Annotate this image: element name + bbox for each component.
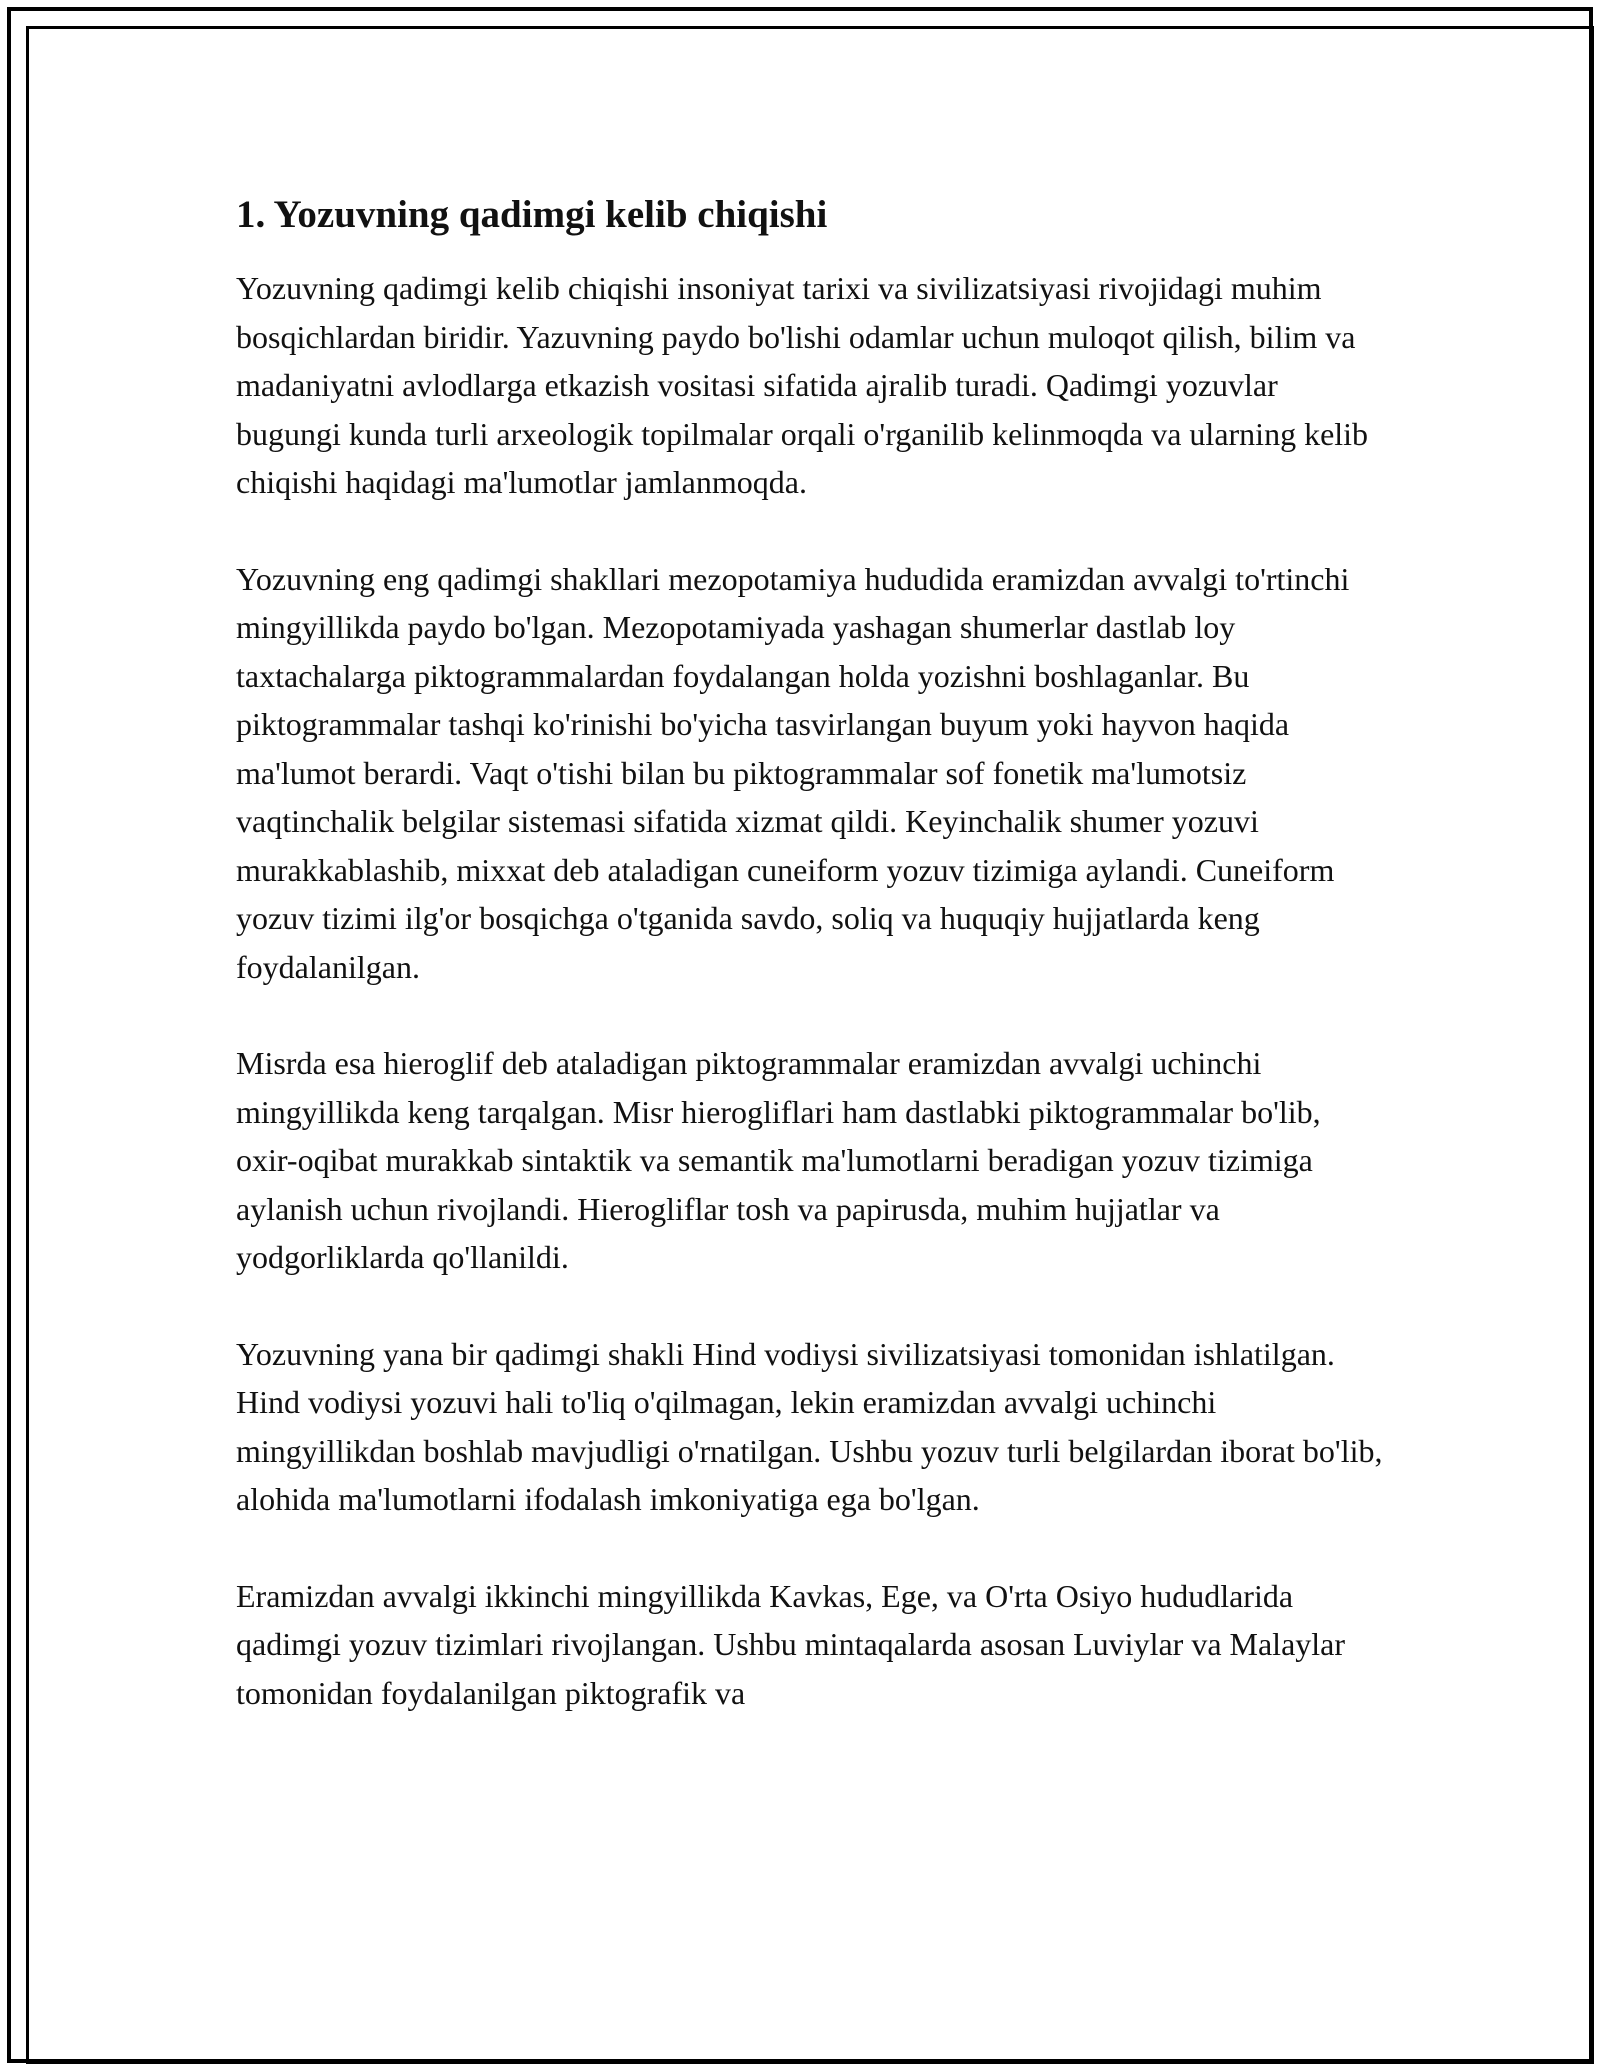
document-body	[236, 188, 1386, 1765]
paragraph-5: Eramizdan avvalgi ikkinchi mingyillikda Kavkas, Ege, va O'rta Osiyo hududlarida qadimgi yozuv tizimlari rivojlangan. Ushbu mintaqalarda asosan Luviylar va Malaylar tomonidan foydalanilgan piktografik va	[236, 1577, 1346, 1711]
paragraph-4: Yozuvning yana bir qadimgi shakli Hind vodiysi sivilizatsiyasi tomonidan ishlatilgan. Hind vodiysi yozuvi hali to'liq o'qilmagan, lekin eramizdan avvalgi uchinchi mingyillikdan boshlab mavjudligi o'rnatilgan. Ushbu yozuv turli belgilardan iborat bo'lib, alohida ma'lumotlarni ifodalash imkoniyatiga ega bo'lgan.	[236, 1335, 1383, 1517]
section-heading: 1. Yozuvning qadimgi kelib chiqishi	[236, 193, 828, 236]
paragraph-2: Yozuvning eng qadimgi shakllari mezopotamiya hududida eramizdan avvalgi to'rtinchi mingyillikda paydo bo'lgan. Mezopotamiyada yashagan shumerlar dastlab loy taxtachalarga piktogrammalardan foydalangan holda yozishni boshlaganlar. Bu piktogrammalar tashqi ko'rinishi bo'yicha tasvirlangan buyum yoki hayvon haqida ma'lumot berardi. Vaqt o'tishi bilan bu piktogrammalar sof fonetik ma'lumotsiz vaqtinchalik belgilar sistemasi sifatida xizmat qildi. Keyinchalik shumer yozuvi murakkablashib, mixxat deb ataladigan cuneiform yozuv tizimiga aylandi. Cuneiform yozuv tizimi ilg'or bosqichga o'tganida savdo, soliq va huquqiy hujjatlarda keng foydalanilgan.	[236, 560, 1350, 985]
paragraph-3: Misrda esa hieroglif deb ataladigan piktogrammalar eramizdan avvalgi uchinchi mingyillikda keng tarqalgan. Misr hierogliflari ham dastlabki piktogrammalar bo'lib, oxir-oqibat murakkab sintaktik va semantik ma'lumotlarni beradigan yozuv tizimiga aylanish uchun rivojlandi. Hierogliflar tosh va papirusda, muhim hujjatlar va yodgorliklarda qo'llanildi.	[236, 1045, 1321, 1275]
paragraph-1: Yozuvning qadimgi kelib chiqishi insoniyat tarixi va sivilizatsiyasi rivojidagi muhim bosqichlardan biridir. Yazuvning paydo bo'lishi odamlar uchun muloqot qilish, bilim va madaniyatni avlodlarga etkazish vositasi sifatida ajralib turadi. Qadimgi yozuvlar bugungi kunda turli arxeologik topilmalar orqali o'rganilib kelinmoqda va ularning kelib chiqishi haqidagi ma'lumotlar jamlanmoqda.	[236, 270, 1369, 500]
